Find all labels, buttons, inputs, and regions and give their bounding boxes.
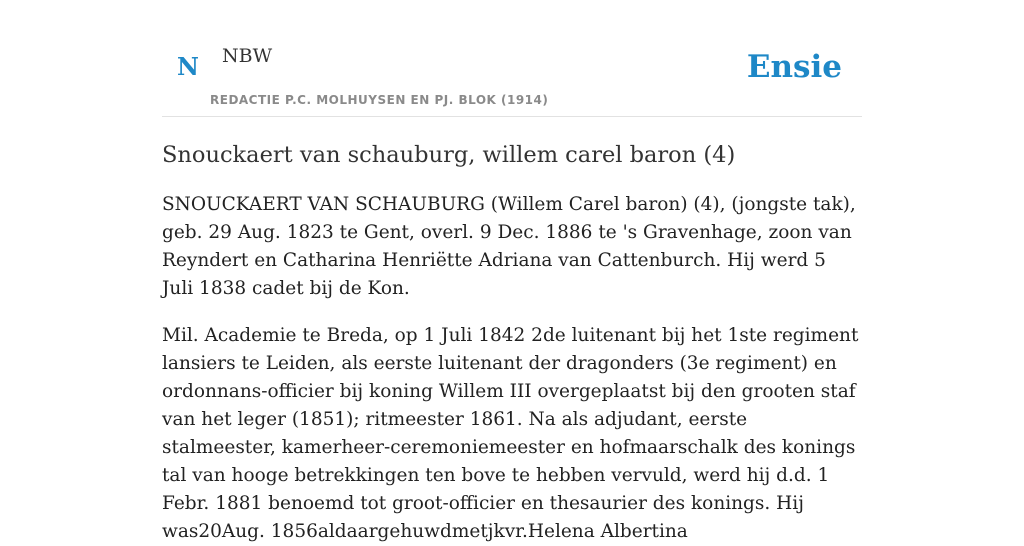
article-paragraph: Mil. Academie te Breda, op 1 Juli 1842 2de luitenant bij het 1ste regiment lansiers te Leiden, als eerste luitenant der dragonders (3e regiment) en ordonnans-officier bij koning Willem III overgeplaatst bij den grooten staf van het leger (1851); ritmeester 1861. Na als adjudant, eerste stalmeester, kamerheer-ceremoniemeester en hofmaarschalk des konings tal van hooge betrekkingen ten bove te hebben vervuld, werd hij d.d. 1 Febr. 1881 benoemd tot groot-officier en thesaurier des konings. Hij was20Aug. 1856aldaargehuwdmetjkvr.Helena Albertina [162,325,859,542]
article-title: Snouckaert van schauburg, willem carel baron (4) [162,142,736,168]
source-subtitle: REDACTIE P.C. MOLHUYSEN EN PJ. BLOK (1914) [210,93,549,107]
source-name[interactable]: NBW [222,45,273,67]
source-logo[interactable]: N [177,52,199,81]
article [162,140,862,546]
article-paragraph: SNOUCKAERT VAN SCHAUBURG (Willem Carel baron) (4), (jongste tak), geb. 29 Aug. 1823 te Gent, overl. 9 Dec. 1886 te 's Gravenhage, zoon van Reyndert en Catharina Henriëtte Adriana van Cattenburch. Hij werd 5 Juli 1838 cadet bij de Kon. [162,194,856,299]
brand-logo[interactable]: Ensie [746,49,842,85]
header [162,0,862,117]
